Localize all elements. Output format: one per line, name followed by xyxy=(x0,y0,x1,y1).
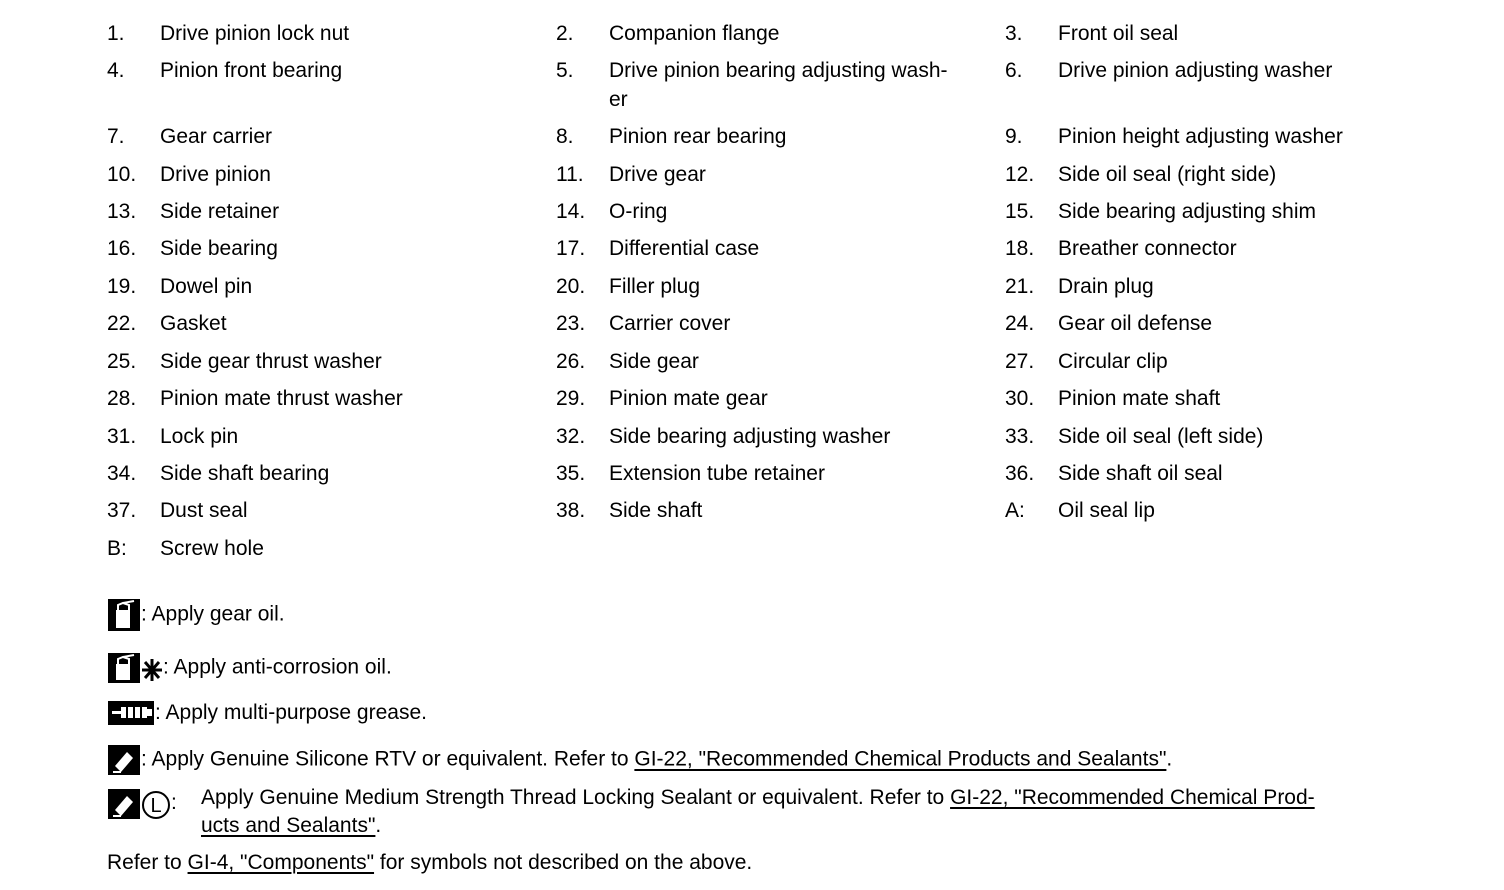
part-name: Side retainer xyxy=(160,200,280,223)
locking-reference-link-cont[interactable]: ucts and Sealants" xyxy=(201,814,376,837)
part-name: Side shaft xyxy=(609,499,703,522)
part-number: 14. xyxy=(556,200,586,223)
part-name: Circular clip xyxy=(1058,350,1168,373)
part-name-continued: er xyxy=(609,88,628,111)
locking-reference-link[interactable]: GI-22, "Recommended Chemical Prod- xyxy=(950,786,1315,809)
part-number: 21. xyxy=(1005,275,1035,298)
part-name: Pinion mate gear xyxy=(609,387,768,410)
locking-colon: : xyxy=(171,791,177,814)
part-number: 28. xyxy=(107,387,137,410)
part-number: 32. xyxy=(556,425,586,448)
part-name: Drive pinion adjusting washer xyxy=(1058,59,1333,82)
part-name: Side shaft oil seal xyxy=(1058,462,1223,485)
part-number: A: xyxy=(1005,499,1025,522)
part-number: 7. xyxy=(107,125,125,148)
part-number: 16. xyxy=(107,237,137,260)
part-number: 10. xyxy=(107,163,137,186)
svg-text:L: L xyxy=(150,795,162,817)
part-number: 38. xyxy=(556,499,586,522)
part-name: Pinion mate thrust washer xyxy=(160,387,403,410)
part-number: 12. xyxy=(1005,163,1035,186)
part-name: Front oil seal xyxy=(1058,22,1179,45)
part-number: 1. xyxy=(107,22,125,45)
part-name: Lock pin xyxy=(160,425,239,448)
part-number: 18. xyxy=(1005,237,1035,260)
part-name: Dowel pin xyxy=(160,275,253,298)
part-name: Gear oil defense xyxy=(1058,312,1213,335)
grease-gun-icon xyxy=(107,700,155,726)
part-name: Drain plug xyxy=(1058,275,1154,298)
part-number: 34. xyxy=(107,462,137,485)
part-number: 3. xyxy=(1005,22,1023,45)
part-name: Carrier cover xyxy=(609,312,731,335)
part-number: 35. xyxy=(556,462,586,485)
part-number: 23. xyxy=(556,312,586,335)
part-name: Side bearing adjusting shim xyxy=(1058,200,1316,223)
part-name: Drive pinion xyxy=(160,163,271,186)
locking-text-block xyxy=(201,784,1461,840)
part-name: Differential case xyxy=(609,237,760,260)
part-name: Pinion rear bearing xyxy=(609,125,787,148)
rtv-end: . xyxy=(1166,747,1173,771)
locking-end: . xyxy=(375,814,382,837)
anti-corrosion-oil-icon xyxy=(107,652,163,684)
part-number: 20. xyxy=(556,275,586,298)
part-number: 19. xyxy=(107,275,137,298)
part-number: 29. xyxy=(556,387,586,410)
part-number: B: xyxy=(107,537,127,560)
rtv-reference-link[interactable]: GI-22, "Recommended Chemical Products and Sealants" xyxy=(634,747,1167,771)
part-number: 5. xyxy=(556,59,574,82)
rtv-text: : Apply Genuine Silicone RTV or equivalent. Refer to xyxy=(141,747,635,771)
part-number: 9. xyxy=(1005,125,1023,148)
anti-corrosion-text: : Apply anti-corrosion oil. xyxy=(163,655,392,679)
part-number: 8. xyxy=(556,125,574,148)
part-number: 15. xyxy=(1005,200,1035,223)
refer-text: Refer to xyxy=(107,851,188,874)
part-name: Side gear xyxy=(609,350,699,373)
part-name: Filler plug xyxy=(609,275,701,298)
part-name: Side bearing adjusting washer xyxy=(609,425,891,448)
refer-end: for symbols not described on the above. xyxy=(374,851,753,874)
part-name: Side oil seal (right side) xyxy=(1058,163,1277,186)
part-name: Gear carrier xyxy=(160,125,273,148)
locking-sealant-icon xyxy=(107,788,171,820)
part-number: 13. xyxy=(107,200,137,223)
part-number: 6. xyxy=(1005,59,1023,82)
part-name: Pinion height adjusting washer xyxy=(1058,125,1343,148)
legend-anti-corrosion xyxy=(107,652,392,684)
part-number: 2. xyxy=(556,22,574,45)
part-number: 36. xyxy=(1005,462,1035,485)
legend-locking xyxy=(107,784,1504,844)
gear-oil-text: : Apply gear oil. xyxy=(141,602,285,626)
part-name: Oil seal lip xyxy=(1058,499,1155,522)
part-name: Side shaft bearing xyxy=(160,462,330,485)
legend-rtv xyxy=(107,744,1172,776)
legend-gear-oil xyxy=(107,598,285,632)
part-number: 24. xyxy=(1005,312,1035,335)
part-number: 27. xyxy=(1005,350,1035,373)
part-name: Dust seal xyxy=(160,499,248,522)
part-number: 22. xyxy=(107,312,137,335)
sealant-icon xyxy=(107,744,141,776)
part-name: Screw hole xyxy=(160,537,264,560)
part-name: Extension tube retainer xyxy=(609,462,825,485)
part-name: Breather connector xyxy=(1058,237,1237,260)
gear-oil-icon xyxy=(107,598,141,632)
part-name: Drive gear xyxy=(609,163,706,186)
part-number: 11. xyxy=(556,163,584,186)
part-name: Pinion front bearing xyxy=(160,59,343,82)
legend-grease xyxy=(107,699,427,727)
part-name: Gasket xyxy=(160,312,227,335)
legend-refer xyxy=(107,849,752,877)
part-number: 33. xyxy=(1005,425,1035,448)
part-name: Side bearing xyxy=(160,237,278,260)
part-name: Companion flange xyxy=(609,22,780,45)
part-name: Side gear thrust washer xyxy=(160,350,382,373)
part-number: 26. xyxy=(556,350,586,373)
part-name: Side oil seal (left side) xyxy=(1058,425,1264,448)
part-number: 30. xyxy=(1005,387,1035,410)
components-reference-link[interactable]: GI-4, "Components" xyxy=(187,851,375,874)
part-number: 37. xyxy=(107,499,137,522)
part-number: 17. xyxy=(556,237,586,260)
part-name: Drive pinion lock nut xyxy=(160,22,350,45)
part-name: Drive pinion bearing adjusting wash- xyxy=(609,59,948,82)
part-name: O-ring xyxy=(609,200,668,223)
part-number: 31. xyxy=(107,425,137,448)
part-name: Pinion mate shaft xyxy=(1058,387,1221,410)
locking-text: Apply Genuine Medium Strength Thread Locking Sealant or equivalent. Refer to xyxy=(201,786,951,809)
part-number: 4. xyxy=(107,59,125,82)
grease-text: : Apply multi-purpose grease. xyxy=(155,701,427,724)
part-number: 25. xyxy=(107,350,137,373)
